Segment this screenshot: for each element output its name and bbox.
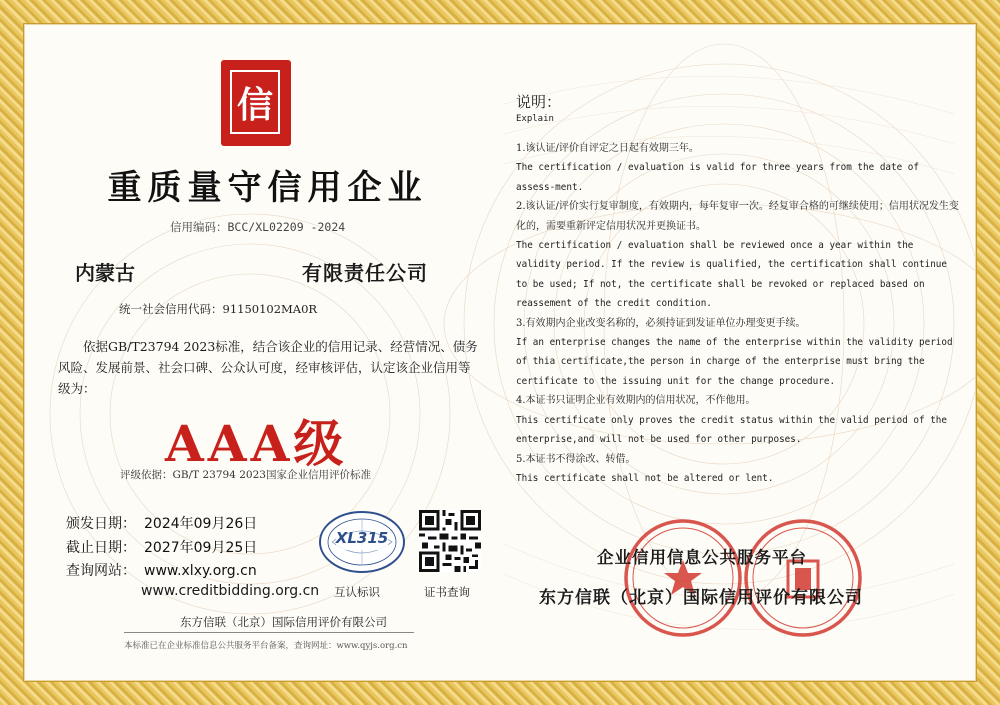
- explain-panel: [516, 93, 961, 488]
- issue-date-row: [66, 513, 257, 533]
- explain-title: 说明：: [516, 93, 562, 111]
- expiry-date-row: [66, 537, 257, 557]
- red-seal-logo-icon: [742, 517, 864, 639]
- query-site-label: 查询网站：: [66, 563, 136, 579]
- explain-item-5-zh: 5.本证书不得涂改、转借。: [516, 453, 636, 465]
- company-name-prefix: 内蒙古: [75, 261, 135, 285]
- footer-organization: 东方信联（北京）国际信用评价有限公司: [180, 615, 387, 629]
- expiry-date-value: 2027年09月25日: [144, 540, 258, 556]
- certificate-title: 重质量守信用企业: [107, 168, 428, 208]
- assessment-statement: 依据GB/T23794 2023标准，结合该企业的信用记录、经营情况、债务风险、发展前景、社会口碑、公众认可度，经审核评估，认定该企业信用等级为：: [58, 339, 478, 396]
- footer-divider: [124, 632, 414, 633]
- footer-registration-note: 本标准已在企业标准信息公共服务平台备案，查询网址：www.qyjs.org.cn: [124, 641, 408, 651]
- xl315-badge-text: XL315: [335, 529, 389, 547]
- issue-date-value: 2024年09月26日: [144, 516, 258, 532]
- issuer-company: 东方信联（北京）国际信用评价有限公司: [539, 588, 863, 608]
- explain-item-5-en: This certificate shall not be altered or lent.: [516, 472, 774, 484]
- rating-basis: 评级依据：GB/T 23794 2023国家企业信用评价标准: [120, 469, 371, 481]
- badge-caption: 互认标识: [334, 585, 380, 599]
- credit-logo: [221, 60, 291, 146]
- qr-caption: 证书查询: [424, 585, 470, 599]
- explain-item-3-en: If an enterprise changes the name of the enterprise within the validity period of thia certificate,the person in charge of the enterprise must bring the certificate to the issuing unit for the change procedure.: [516, 337, 953, 387]
- query-site-link-1[interactable]: www.xlxy.org.cn: [144, 563, 257, 579]
- explain-item-3-zh: 3.有效期内企业改变名称的，必须持证到发证单位办理变更手续。: [516, 317, 806, 329]
- certificate-query-qr-code-icon[interactable]: [419, 510, 481, 572]
- explain-item-2-zh: 2.该认证/评价实行复审制度，有效期内，每年复审一次。经复审合格的可继续使用；信用状况发生变化的，需要重新评定信用状况并更换证书。: [516, 201, 959, 232]
- explain-item-2-en: The certification / evaluation shall be reviewed once a year within the validity period. If the review is qualified, the certification shall continue to be used; If not, the certificate shall be revoked or replaced based on reassement of the credit condition.: [516, 240, 947, 310]
- issue-date-label: 颁发日期：: [66, 516, 136, 532]
- logo-character: 信: [236, 83, 273, 126]
- explain-subtitle: Explain: [516, 114, 554, 124]
- query-site-row: [66, 560, 257, 580]
- credit-code-number: 信用编码：BCC/XL02209 -2024: [170, 220, 346, 234]
- unified-social-credit-code: 统一社会信用代码：91150102MA0R: [119, 302, 318, 316]
- explain-item-4-zh: 4.本证书只证明企业有效期内的信用状况，不作他用。: [516, 395, 756, 407]
- explain-item-4-en: This certificate only proves the credit status within the valid period of the enterprise,and will not be used for other purposes.: [516, 414, 947, 446]
- expiry-date-label: 截止日期：: [66, 540, 136, 556]
- query-site-link-2[interactable]: www.creditbidding.org.cn: [141, 583, 320, 599]
- credit-grade: AAA级: [165, 414, 348, 473]
- logo-inner-frame: [230, 70, 280, 134]
- explain-item-1-en: The certification / evaluation is valid for three years from the date of assess-ment.: [516, 162, 919, 193]
- issuer-platform: 企业信用信息公共服务平台: [597, 548, 807, 567]
- company-name-suffix: 有限责任公司: [302, 261, 428, 285]
- explain-item-1-zh: 1.该认证/评价自评定之日起有效期三年。: [516, 143, 699, 154]
- red-seal-star-icon: [622, 517, 744, 639]
